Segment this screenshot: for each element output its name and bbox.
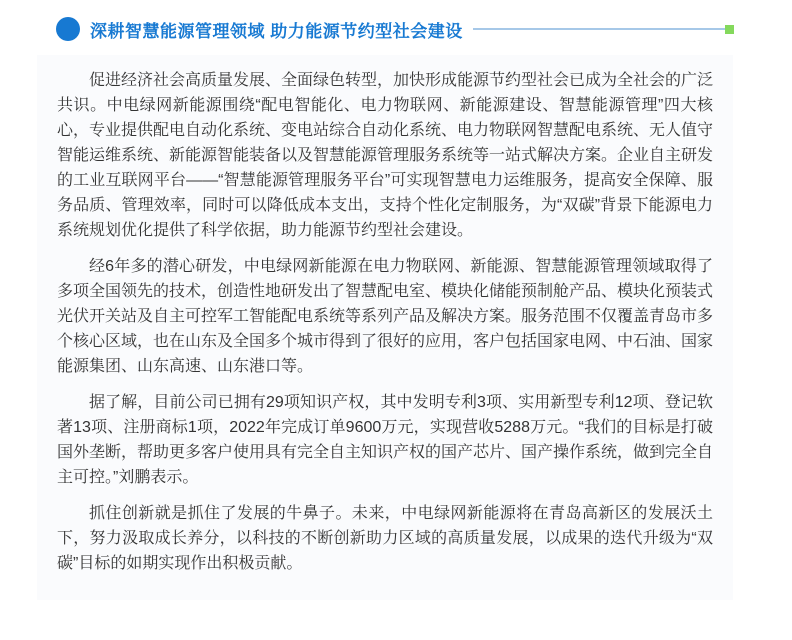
header-end-square-icon <box>725 25 734 34</box>
paragraph: 据了解，目前公司已拥有29项知识产权，其中发明专利3项、实用新型专利12项、登记软著13项、注册商标1项，2022年完成订单9600万元，实现营收5288万元。“我们的目标是打破国外垄断，帮助更多客户使用具有完全自主知识产权的国产芯片、国产操作系统，做到完全自主可控。”刘鹏表示。 <box>57 394 714 486</box>
page-title: 深耕智慧能源管理领域 助力能源节约型社会建设 <box>90 21 463 41</box>
paragraph: 促进经济社会高质量发展、全面绿色转型，加快形成能源节约型社会已成为全社会的广泛共识。中电绿网新能源围绕“配电智能化、电力物联网、新能源建设、智慧能源管理”四大核心，专业提供配电自动化系统、变电站综合自动化系统、电力物联网智慧配电系统、无人值守智能运维系统、新能源智能装备以及智慧能源管理服务系统等一站式解决方案。企业自主研发的工业互联网平台——“智慧能源管理服务平台”可实现智慧电力运维服务，提高安全保障、服务品质、管理效率，同时可以降低成本支出，支持个性化定制服务，为“双碳”背景下能源电力系统规划优化提供了科学依据，助力能源节约型社会建设。 <box>57 72 714 239</box>
article-card <box>37 55 733 600</box>
section-header <box>56 16 734 42</box>
header-divider-line <box>473 28 725 30</box>
paragraph: 抓住创新就是抓住了发展的牛鼻子。未来，中电绿网新能源将在青岛高新区的发展沃土下，努力汲取成长养分，以科技的不断创新助力区域的高质量发展，以成果的迭代升级为“双碳”目标的如期实现作出积极贡献。 <box>57 505 713 572</box>
paragraph: 经6年多的潜心研发，中电绿网新能源在电力物联网、新能源、智慧能源管理领域取得了多项全国领先的技术，创造性地研发出了智慧配电室、模块化储能预制舱产品、模块化预装式光伏开关站及自主可控军工智能配电系统等系列产品及解决方案。服务范围不仅覆盖青岛市多个核心区域，也在山东及全国多个城市得到了很好的应用，客户包括国家电网、中石油、国家能源集团、山东高速、山东港口等。 <box>57 258 714 375</box>
bullet-circle-icon <box>56 17 80 41</box>
